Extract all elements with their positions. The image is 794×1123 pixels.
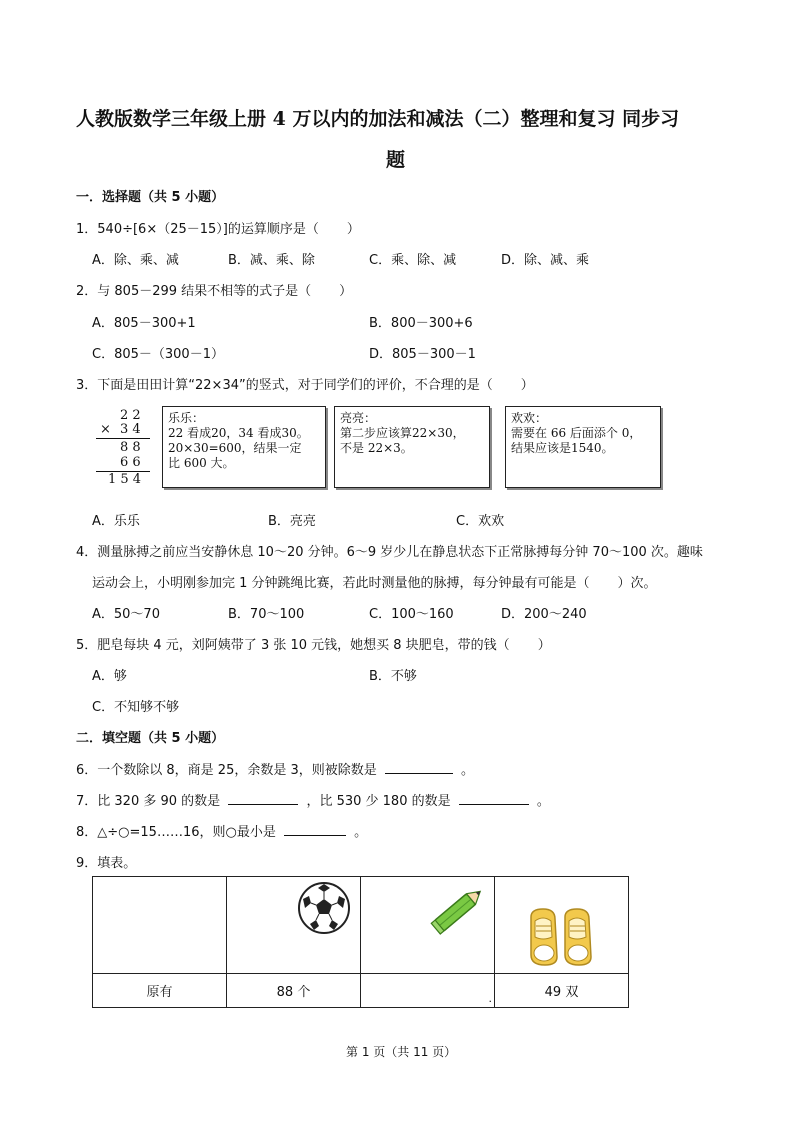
question-1-close: ） xyxy=(346,222,360,237)
huanhuan-line-3: 结果应该是1540。 xyxy=(511,441,614,455)
table-cell-shoes xyxy=(495,877,629,974)
section-heading-choice: 一．选择题（共 5 小题） xyxy=(76,190,225,205)
table-row-label: 原有 xyxy=(93,974,227,1008)
q4-option-b[interactable]: B．70～100 xyxy=(228,607,305,622)
table-football-count: 88 个 xyxy=(227,974,361,1008)
q4-option-a[interactable]: A．50～70 xyxy=(92,607,160,622)
q2-option-a[interactable]: A．805－300+1 xyxy=(92,316,196,331)
page-title-line2: 题 xyxy=(386,149,406,171)
vertical-row-multiplier: 3 4 xyxy=(120,422,141,437)
vertical-row-multiplicand: 2 2 xyxy=(120,408,141,423)
section-heading-fill: 二．填空题（共 5 小题） xyxy=(76,731,225,746)
pencil-icon xyxy=(427,881,489,939)
table-cell-pencil xyxy=(361,877,495,974)
q5-option-b[interactable]: B．不够 xyxy=(369,669,417,684)
q4-option-d[interactable]: D．200～240 xyxy=(501,607,587,622)
q3-option-b[interactable]: B．亮亮 xyxy=(268,514,316,529)
question-8-text: 8．△÷○=15……16，则○最小是 xyxy=(76,825,276,840)
question-2-close: ） xyxy=(339,284,353,299)
question-4-line-1: 4．测量脉搏之前应当安静休息 10～20 分钟。6～9 岁少儿在静息状态下正常脉搏每分钟 70～100 次。趣味 xyxy=(76,545,703,560)
table-cell-football xyxy=(227,877,361,974)
comment-box-lele xyxy=(162,406,326,488)
question-5-close: ） xyxy=(537,638,551,653)
question-7 xyxy=(76,790,550,809)
fill-table xyxy=(92,876,629,1008)
football-icon xyxy=(297,881,351,935)
page-title-line1: 人教版数学三年级上册 4 万以内的加法和减法（二）整理和复习 同步习 xyxy=(76,108,680,130)
q2-option-d[interactable]: D．805－300－1 xyxy=(369,347,476,362)
page-footer: 第 1 页（共 11 页） xyxy=(346,1045,457,1059)
q2-option-c[interactable]: C．805－（300－1） xyxy=(92,347,224,362)
vertical-times-sign: × xyxy=(100,422,111,437)
q2-option-b[interactable]: B．800－300+6 xyxy=(369,316,473,331)
q1-option-d[interactable]: D．除、减、乘 xyxy=(501,253,590,268)
q4-option-c[interactable]: C．100～160 xyxy=(369,607,454,622)
question-7-part2: ，比 530 少 180 的数是 xyxy=(306,794,451,809)
q1-option-a[interactable]: A．除、乘、减 xyxy=(92,253,179,268)
question-6-text: 6．一个数除以 8，商是 25，余数是 3，则被除数是 xyxy=(76,763,377,778)
q6-answer-blank[interactable] xyxy=(385,761,453,774)
q1-option-c[interactable]: C．乘、除、减 xyxy=(369,253,457,268)
question-5 xyxy=(76,634,551,653)
question-6-end: 。 xyxy=(461,763,475,778)
question-3-close: ） xyxy=(520,378,534,393)
lele-line-4: 比 600 大。 xyxy=(168,456,235,470)
question-2-stem: 2．与 805－299 结果不相等的式子是（ xyxy=(76,284,312,299)
question-7-part1: 7．比 320 多 90 的数是 xyxy=(76,794,221,809)
question-6 xyxy=(76,759,474,778)
vertical-row-partial-2: 6 6 xyxy=(120,455,141,470)
vertical-row-result: 1 5 4 xyxy=(108,472,142,487)
vertical-row-partial-1: 8 8 xyxy=(120,440,141,455)
question-8 xyxy=(76,821,367,840)
liangliang-line-3: 不是 22×3。 xyxy=(340,441,413,455)
comment-box-huanhuan xyxy=(505,406,661,488)
question-4-line-2 xyxy=(92,572,657,591)
liangliang-line-2: 第二步应该算22×30， xyxy=(340,426,465,440)
table-pencil-dot: . xyxy=(488,992,492,1005)
question-7-end: 。 xyxy=(536,794,550,809)
q7-answer-blank-2[interactable] xyxy=(459,792,529,805)
question-4-close: ）次。 xyxy=(617,576,657,591)
q3-option-c[interactable]: C．欢欢 xyxy=(456,514,505,529)
huanhuan-line-2: 需要在 66 后面添个 0， xyxy=(511,426,642,440)
huanhuan-line-1: 欢欢： xyxy=(511,411,548,425)
vertical-line-1 xyxy=(96,438,150,439)
question-1 xyxy=(76,218,360,237)
q5-option-c[interactable]: C．不知够不够 xyxy=(92,700,180,715)
q1-option-b[interactable]: B．减、乘、除 xyxy=(228,253,315,268)
lele-line-1: 乐乐： xyxy=(168,411,205,425)
liangliang-line-1: 亮亮： xyxy=(340,411,377,425)
question-3 xyxy=(76,374,534,393)
table-corner-cell xyxy=(93,877,227,974)
q5-option-a[interactable]: A．够 xyxy=(92,669,127,684)
q3-option-a[interactable]: A．乐乐 xyxy=(92,514,140,529)
q7-answer-blank-1[interactable] xyxy=(228,792,298,805)
lele-line-2: 22 看成20，34 看成30。 xyxy=(168,426,309,440)
question-5-stem: 5．肥皂每块 4 元，刘阿姨带了 3 张 10 元钱，她想买 8 块肥皂，带的钱（ xyxy=(76,638,510,653)
question-2 xyxy=(76,280,352,299)
question-3-stem: 3．下面是田田计算“22×34”的竖式，对于同学们的评价，不合理的是（ xyxy=(76,378,493,393)
question-8-end: 。 xyxy=(354,825,368,840)
lele-line-3: 20×30=600，结果一定 xyxy=(168,441,302,455)
question-1-stem: 1．540÷[6×（25－15）]的运算顺序是（ xyxy=(76,222,319,237)
table-row-original xyxy=(93,974,629,1008)
table-shoes-count: 49 双 xyxy=(495,974,629,1008)
table-row-images xyxy=(93,877,629,974)
shoes-icon xyxy=(527,907,593,969)
question-9: 9．填表。 xyxy=(76,856,137,871)
table-pencil-count[interactable] xyxy=(361,974,495,1008)
question-4-stem: 运动会上，小明刚参加完 1 分钟跳绳比赛，若此时测量他的脉搏，每分钟最有可能是（ xyxy=(92,576,590,591)
q8-answer-blank[interactable] xyxy=(284,823,346,836)
comment-box-liangliang xyxy=(334,406,490,488)
